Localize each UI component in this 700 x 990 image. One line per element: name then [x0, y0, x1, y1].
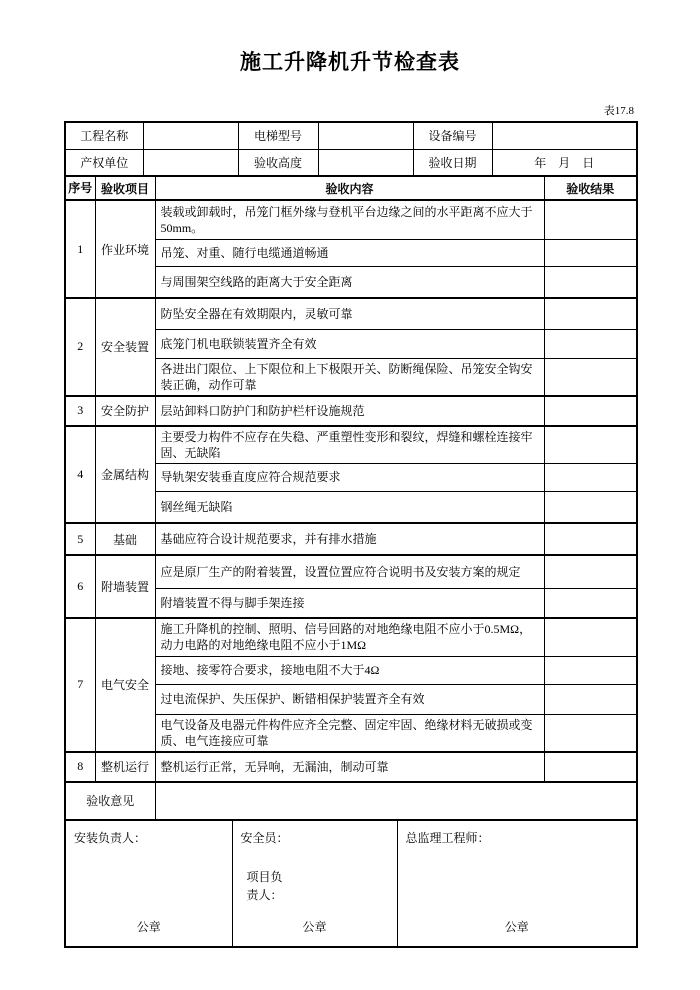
signature-row [65, 820, 637, 947]
table-row [65, 298, 637, 329]
content-cell: 电气设备及电器元件构件应齐全完整、固定牢固、绝缘材料无破损或变质、电气连接应可靠 [155, 714, 544, 752]
content-cell: 钢丝绳无缺陷 [155, 491, 544, 523]
content-cell: 吊笼、对重、随行电缆通道畅通 [155, 239, 544, 266]
content-cell: 基础应符合设计规范要求，并有排水措施 [155, 523, 544, 555]
info-table [64, 121, 638, 177]
result-cell[interactable] [544, 618, 637, 656]
table-row [65, 122, 637, 149]
result-cell[interactable] [544, 239, 637, 266]
owner-unit-label: 产权单位 [65, 149, 143, 176]
installer-label: 安装负责人： [74, 830, 147, 845]
table-row [65, 396, 637, 426]
table-row [65, 523, 637, 555]
result-cell[interactable] [544, 329, 637, 358]
content-cell: 装载或卸载时，吊笼门框外缘与登机平台边缘之间的水平距离不应大于50mm。 [155, 200, 544, 239]
table-row [65, 200, 637, 239]
result-cell[interactable] [544, 523, 637, 555]
table-number: 表17.8 [603, 105, 634, 117]
content-cell: 底笼门机电联锁装置齐全有效 [155, 329, 544, 358]
seq-cell: 4 [65, 426, 95, 524]
seq-cell: 1 [65, 200, 95, 298]
result-cell[interactable] [544, 491, 637, 523]
content-cell: 层站卸料口防护门和防护栏杆设施规范 [155, 396, 544, 426]
result-cell[interactable] [544, 463, 637, 491]
supervisor-seal-label: 公章 [504, 919, 529, 934]
table-row [65, 618, 637, 656]
item-cell: 金属结构 [95, 426, 155, 524]
seq-header: 序号 [65, 176, 95, 200]
elevator-model-value[interactable] [318, 122, 413, 149]
table-row [65, 426, 637, 464]
equipment-no-label: 设备编号 [413, 122, 492, 149]
table-row [65, 752, 637, 782]
opinion-value[interactable] [155, 782, 637, 820]
seq-cell: 3 [65, 396, 95, 426]
result-cell[interactable] [544, 555, 637, 588]
content-cell: 施工升降机的控制、照明、信号回路的对地绝缘电阻不应小于0.5MΩ，动力电路的对地绝缘电阻不应小于1MΩ [155, 618, 544, 656]
table-row [65, 555, 637, 588]
content-cell: 附墙装置不得与脚手架连接 [155, 588, 544, 618]
content-header: 验收内容 [155, 176, 544, 200]
item-cell: 基础 [95, 523, 155, 555]
form-sheet [64, 0, 636, 948]
acceptance-height-label: 验收高度 [238, 149, 318, 176]
result-cell[interactable] [544, 358, 637, 396]
result-cell[interactable] [544, 298, 637, 329]
table-row [65, 149, 637, 176]
seq-cell: 5 [65, 523, 95, 555]
result-header: 验收结果 [544, 176, 637, 200]
result-cell[interactable] [544, 656, 637, 684]
content-cell: 与周围架空线路的距离大于安全距离 [155, 266, 544, 298]
seq-cell: 8 [65, 752, 95, 782]
result-cell[interactable] [544, 396, 637, 426]
safety-officer-signature-cell[interactable] [232, 820, 397, 947]
opinion-label: 验收意见 [65, 782, 155, 820]
chief-supervisor-label: 总监理工程师： [405, 830, 490, 845]
item-cell: 作业环境 [95, 200, 155, 298]
project-leader-label: 项目负责人： [246, 869, 283, 902]
item-header: 验收项目 [95, 176, 155, 200]
item-cell: 附墙装置 [95, 555, 155, 618]
owner-unit-value[interactable] [143, 149, 238, 176]
content-cell: 导轨架安装垂直度应符合规范要求 [155, 463, 544, 491]
acceptance-date-value[interactable]: 年 月 日 [492, 149, 637, 176]
seq-cell: 2 [65, 298, 95, 396]
result-cell[interactable] [544, 200, 637, 239]
chief-supervisor-signature-cell[interactable] [397, 820, 637, 947]
content-cell: 整机运行正常，无异响，无漏油，制动可靠 [155, 752, 544, 782]
item-cell: 电气安全 [95, 618, 155, 752]
project-name-value[interactable] [143, 122, 238, 149]
page-title: 施工升降机升节检查表 [240, 50, 460, 74]
content-cell: 防坠安全器在有效期限内，灵敏可靠 [155, 298, 544, 329]
safety-seal-label: 公章 [302, 919, 327, 934]
result-cell[interactable] [544, 714, 637, 752]
elevator-model-label: 电梯型号 [238, 122, 318, 149]
content-cell: 过电流保护、失压保护、断错相保护装置齐全有效 [155, 684, 544, 714]
signature-table [64, 819, 638, 948]
content-cell: 接地、接零符合要求，接地电阻不大于4Ω [155, 656, 544, 684]
safety-officer-label: 安全员： [240, 830, 289, 845]
content-cell: 各进出门限位、上下限位和上下极限开关、防断绳保险、吊笼安全钩安装正确，动作可靠 [155, 358, 544, 396]
content-cell: 应是原厂生产的附着装置，设置位置应符合说明书及安装方案的规定 [155, 555, 544, 588]
seq-cell: 7 [65, 618, 95, 752]
item-cell: 整机运行 [95, 752, 155, 782]
result-cell[interactable] [544, 426, 637, 464]
acceptance-height-value[interactable] [318, 149, 413, 176]
acceptance-date-label: 验收日期 [413, 149, 492, 176]
result-cell[interactable] [544, 684, 637, 714]
content-cell: 主要受力构件不应存在失稳、严重塑性变形和裂纹，焊缝和螺栓连接牢固、无缺陷 [155, 426, 544, 464]
installer-seal-label: 公章 [136, 919, 161, 934]
result-cell[interactable] [544, 752, 637, 782]
inspection-table [64, 175, 638, 821]
result-cell[interactable] [544, 588, 637, 618]
item-cell: 安全防护 [95, 396, 155, 426]
seq-cell: 6 [65, 555, 95, 618]
equipment-no-value[interactable] [492, 122, 637, 149]
item-cell: 安全装置 [95, 298, 155, 396]
opinion-row [65, 782, 637, 820]
header-row [65, 176, 637, 200]
installer-signature-cell[interactable] [65, 820, 232, 947]
project-name-label: 工程名称 [65, 122, 143, 149]
result-cell[interactable] [544, 266, 637, 298]
